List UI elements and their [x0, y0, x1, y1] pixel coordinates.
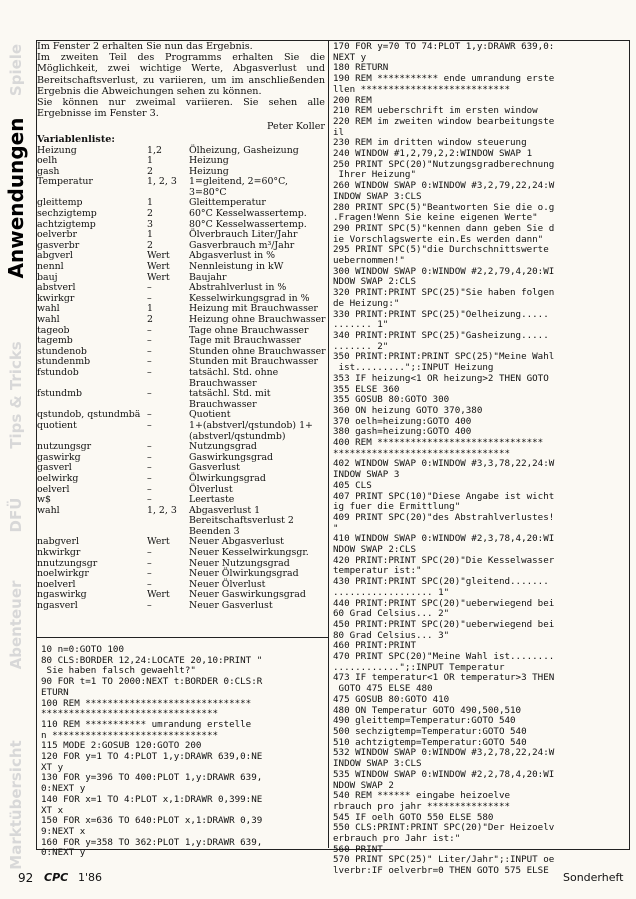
variable-name: oelwirkg	[37, 472, 79, 484]
variable-name: Heizung	[37, 144, 77, 156]
variable-description: Abgasverlust in %	[189, 250, 276, 262]
variable-name: ngasverl	[37, 600, 78, 612]
variable-name: wahl	[37, 504, 60, 516]
variable-value: –	[147, 451, 152, 463]
variable-list-heading: Variablenliste:	[37, 134, 115, 145]
variable-row	[37, 357, 327, 368]
variable-name: nennl	[37, 261, 64, 273]
variable-description: tatsächl. Std. ohne Brauchwasser	[189, 366, 279, 389]
variable-name: noelwirkgr	[37, 568, 89, 580]
intro-paragraph: Im zweiten Teil des Programms erhalten Sie die Möglichkeit, zwei wichtige Werte, Abgasverlust und Bereitschaftsverlust, zu variieren, um im anschließenden Ergebnis die Abweichungen sehen zu können.	[37, 52, 325, 97]
variable-value: 1,2	[147, 144, 162, 156]
variable-value: Wert	[147, 589, 170, 601]
variable-row	[37, 474, 327, 485]
variable-value: –	[147, 578, 152, 590]
section-tab-spiele: Spiele	[7, 43, 25, 97]
basic-listing-left: 10 n=0:GOTO 100 80 CLS:BORDER 12,24:LOCATE 20,10:PRINT " Sie haben falsch gewaehlt?" 90 FOR t=1 TO 2000:NEXT t:BORDER 0:CLS:R ETURN 100 REM ****************************** ******************************** 110 REM *********** umrandung erstelle n ****************************** 115 MODE 2:GOSUB 120:GOTO 200 120 FOR y=1 TO 4:PLOT 1,y:DRAWR 639,0:NE XT y 130 FOR y=396 TO 400:PLOT 1,y:DRAWR 639, 0:NEXT y 140 FOR x=1 TO 4:PLOT x,1:DRAWR 0,399:NE XT x 150 FOR x=636 TO 640:PLOT x,1:DRAWR 0,39 9:NEXT x 160 FOR y=358 TO 362:PLOT 1,y:DRAWR 639, 0:NEXT y	[41, 644, 263, 859]
variable-value: –	[147, 388, 152, 400]
variable-row	[37, 368, 327, 389]
section-sidebar	[0, 0, 32, 899]
variable-name: gleittemp	[37, 197, 83, 209]
intro-paragraph: Sie können nur zweimal variieren. Sie sehen alle Ergebnisse im Fenster 3.	[37, 97, 325, 120]
variable-value: –	[147, 462, 152, 474]
variable-value: 1	[147, 197, 153, 209]
variable-row	[37, 177, 327, 198]
variable-value: –	[147, 366, 152, 378]
section-divider	[36, 637, 328, 638]
variable-value: 3	[147, 218, 153, 230]
variable-name: oelverbr	[37, 229, 77, 241]
variable-row	[37, 495, 327, 506]
variable-value: –	[147, 324, 152, 336]
variable-row	[37, 601, 327, 612]
column-divider	[328, 40, 329, 848]
variable-value: 2	[147, 208, 153, 220]
variable-value: –	[147, 419, 152, 431]
variable-description: Gleittemperatur	[189, 197, 266, 209]
variable-description: Baujahr	[189, 271, 227, 283]
variable-row	[37, 146, 327, 157]
variable-value: –	[147, 494, 152, 506]
variable-value: Wert	[147, 536, 170, 548]
variable-name: Temperatur	[37, 176, 93, 188]
section-tab-marktuebersicht: Marktübersicht	[7, 740, 25, 870]
magazine-logo: CPC	[44, 871, 69, 884]
variable-description: Neuer Nutzungsgrad	[189, 557, 290, 569]
variable-name: qstundob, qstundmbä	[37, 409, 141, 421]
variable-description: Neuer Gaswirkungsgrad	[189, 589, 306, 601]
variable-description: Gaswirkungsgrad	[189, 451, 274, 463]
variable-description: Abgasverlust 1 Bereitschaftsverlust 2 Beenden 3	[189, 504, 294, 537]
variable-description: 1+(abstverl/qstundob) 1+(abstverl/qstundmb)	[189, 419, 313, 442]
variable-description: Tage mit Brauchwasser	[189, 335, 301, 347]
variable-name: sechzigtemp	[37, 208, 97, 220]
variable-list	[37, 134, 327, 612]
variable-name: fstundmb	[37, 388, 83, 400]
variable-value: 1	[147, 155, 153, 167]
variable-name: nkwirkgr	[37, 547, 81, 559]
variable-name: quotient	[37, 419, 77, 431]
variable-description: Gasverbrauch m³/Jahr	[189, 239, 295, 251]
variable-name: wahl	[37, 314, 60, 325]
variable-description: Stunden mit Brauchwasser	[189, 356, 319, 368]
variable-value: –	[147, 600, 152, 612]
variable-name: noelverl	[37, 578, 76, 590]
variable-description: Nennleistung in kW	[189, 261, 284, 273]
variable-description: Gasverlust	[189, 462, 240, 474]
variable-name: tagemb	[37, 335, 73, 347]
variable-description: Heizung	[189, 165, 229, 177]
variable-name: gaswirkg	[37, 451, 81, 463]
variable-row	[37, 590, 327, 601]
variable-row	[37, 569, 327, 580]
variable-name: abgverl	[37, 250, 73, 262]
variable-description: Heizung mit Brauchwasser	[189, 303, 318, 315]
variable-value: –	[147, 483, 152, 495]
variable-value: –	[147, 282, 152, 294]
variable-value: 1, 2, 3	[147, 504, 177, 516]
variable-value: 1	[147, 303, 153, 315]
variable-table	[37, 146, 327, 612]
special-edition-label: Sonderheft	[563, 871, 624, 884]
variable-description: Heizung	[189, 155, 229, 167]
variable-name: gasverl	[37, 462, 72, 474]
section-tab-abenteuer: Abenteuer	[7, 580, 25, 670]
variable-name: tageob	[37, 324, 70, 336]
variable-name: bauj	[37, 271, 58, 283]
variable-value: Wert	[147, 250, 170, 262]
variable-name: nutzungsgr	[37, 441, 92, 453]
variable-description: Ölverbrauch Liter/Jahr	[189, 229, 298, 241]
variable-name: stundenmb	[37, 356, 91, 368]
variable-description: Neuer Kesselwirkungsgr.	[189, 547, 309, 559]
variable-description: Abstrahlverlust in %	[189, 282, 287, 294]
variable-row	[37, 485, 327, 496]
variable-row	[37, 506, 327, 538]
variable-name: oelh	[37, 155, 58, 167]
variable-value: –	[147, 547, 152, 559]
variable-row	[37, 315, 327, 326]
variable-name: nabgverl	[37, 536, 79, 548]
intro-paragraph: Im Fenster 2 erhalten Sie nun das Ergebnis.	[37, 41, 253, 52]
variable-row	[37, 156, 327, 167]
variable-value: –	[147, 441, 152, 453]
section-tab-dfue: DFÜ	[7, 497, 25, 533]
variable-value: Wert	[147, 271, 170, 283]
variable-name: w$	[37, 494, 51, 506]
variable-name: nnutzungsgr	[37, 557, 98, 569]
variable-value: 1	[147, 229, 153, 241]
variable-row	[37, 421, 327, 442]
variable-description: 1=gleitend, 2=60°C, 3=80°C	[189, 176, 288, 198]
variable-row	[37, 453, 327, 464]
variable-description: Neuer Ölwirkungsgrad	[189, 568, 299, 580]
variable-description: 80°C Kesselwassertemp.	[189, 218, 307, 230]
variable-name: abstverl	[37, 282, 76, 294]
page-number: 92	[18, 871, 34, 885]
variable-name: gash	[37, 165, 60, 177]
variable-description: Ölheizung, Gasheizung	[189, 144, 299, 156]
variable-row	[37, 251, 327, 262]
variable-description: Tage ohne Brauchwasser	[189, 324, 309, 336]
variable-name: gasverbr	[37, 239, 80, 251]
variable-description: Quotient	[189, 409, 231, 421]
variable-value: –	[147, 472, 152, 484]
variable-description: Leertaste	[189, 494, 235, 506]
page-footer	[0, 871, 636, 887]
section-tab-anwendungen: Anwendungen	[4, 117, 28, 279]
variable-row	[37, 389, 327, 410]
variable-name: stundenob	[37, 345, 87, 357]
variable-value: –	[147, 568, 152, 580]
variable-name: kwirkgr	[37, 292, 75, 304]
variable-row	[37, 463, 327, 474]
variable-row	[37, 241, 327, 252]
intro-text	[37, 41, 325, 133]
variable-row	[37, 262, 327, 273]
section-tab-tips-tricks: Tips & Tricks	[7, 341, 25, 449]
variable-name: fstundob	[37, 366, 79, 378]
variable-name: oelverl	[37, 483, 70, 495]
variable-name: wahl	[37, 303, 60, 315]
variable-description: Neuer Abgasverlust	[189, 536, 284, 548]
author-name: Peter Koller	[267, 121, 325, 133]
variable-value: 2	[147, 165, 153, 177]
issue-number: 1'86	[78, 871, 103, 884]
basic-listing-right: 170 FOR y=70 TO 74:PLOT 1,y:DRAWR 639,0: NEXT y 180 RETURN 190 REM *********** ende umrandung erste llen *************************** 200 REM 210 REM ueberschrift im ersten window 220 REM im zweiten window bearbeitungste il 230 REM im dritten window steuerung 240 WINDOW #1,2,79,2,2:WINDOW SWAP 1 250 PRINT SPC(20)"Nutzungsgradberechnung Ihrer Heizung" 260 WINDOW SWAP 0:WINDOW #3,2,79,22,24:W INDOW SWAP 3:CLS 280 PRINT SPC(5)"Beantworten Sie die o.g .Fragen!Wenn Sie keine eigenen Werte" 290 PRINT SPC(5)"kennen dann geben Sie d ie Vorschlagswerte ein.Es werden dann" 295 PRINT SPC(5)"die Durchschnittswerte uebernommen!" 300 WINDOW SWAP 0:WINDOW #2,2,79,4,20:WI NDOW SWAP 2:CLS 320 PRINT:PRINT SPC(25)"Sie haben folgen de Heizung:" 330 PRINT:PRINT SPC(25)"Oelheizung..... ....... 1" 340 PRINT:PRINT SPC(25)"Gasheizung..... ....... 2" 350 PRINT:PRINT:PRINT SPC(25)"Meine Wahl ist.........";:INPUT Heizung 353 IF heizung<1 OR heizung>2 THEN GOTO 355 ELSE 360 355 GOSUB 80:GOTO 300 360 ON heizung GOTO 370,380 370 oelh=heizung:GOTO 400 380 gash=heizung:GOTO 400 400 REM ****************************** ******************************** 402 WINDOW SWAP 0:WINDOW #3,3,78,22,24:W INDOW SWAP 3 405 CLS 407 PRINT SPC(10)"Diese Angabe ist wicht ig fuer die Ermittlung" 409 PRINT SPC(20)"des Abstrahlverlustes! " 410 WINDOW SWAP 0:WINDOW #2,3,78,4,20:WI NDOW SWAP 2:CLS 420 PRINT:PRINT SPC(20)"Die Kesselwasser temperatur ist:" 430 PRINT:PRINT SPC(20)"gleitend....... .................. 1" 440 PRINT:PRINT SPC(20)"ueberwiegend bei 60 Grad Celsius... 2" 450 PRINT:PRINT SPC(20)"ueberwiegend bei 80 Grad Celsius... 3" 460 PRINT:PRINT 470 PRINT SPC(20)"Meine Wahl ist........ ............";:INPUT Temperatur 473 IF temperatur<1 OR temperatur>3 THEN GOTO 475 ELSE 480 475 GOSUB 80:GOTO 410 480 ON Temperatur GOTO 490,500,510 490 gleittemp=Temperatur:GOTO 540 500 sechzigtemp=Temperatur:GOTO 540 510 achtzigtemp=Temperatur:GOTO 540 532 WINDOW SWAP 0:WINDOW #3,2,78,22,24:W INDOW SWAP 3:CLS 535 WINDOW SWAP 0:WINDOW #2,2,78,4,20:WI NDOW SWAP 2 540 REM ****** eingabe heizoelve rbrauch pro jahr *************** 545 IF oelh GOTO 550 ELSE 580 550 CLS:PRINT:PRINT SPC(20)"Der Heizoelv erbrauch pro Jahr ist:" 560 PRINT 570 PRINT SPC(25)" Liter/Jahr";:INPUT oe lverbr:IF oelverbr=0 THEN GOTO 575 ELSE	[333, 41, 555, 877]
variable-description: Kesselwirkungsgrad in %	[189, 292, 310, 304]
variable-description: Nutzungsgrad	[189, 441, 257, 453]
variable-description: Neuer Gasverlust	[189, 600, 273, 612]
variable-description: Heizung ohne Brauchwasser	[189, 314, 326, 325]
variable-description: 60°C Kesselwassertemp.	[189, 208, 307, 220]
variable-value: 2	[147, 239, 153, 251]
variable-value: Wert	[147, 261, 170, 273]
variable-description: tatsächl. Std. mit Brauchwasser	[189, 388, 271, 410]
variable-name: ngaswirkg	[37, 589, 87, 601]
variable-value: 2	[147, 314, 153, 325]
variable-description: Neuer Ölverlust	[189, 578, 266, 590]
variable-value: –	[147, 409, 152, 421]
variable-value: 1, 2, 3	[147, 176, 177, 188]
variable-value: –	[147, 356, 152, 368]
variable-description: Stunden ohne Brauchwasser	[189, 345, 326, 357]
variable-value: –	[147, 292, 152, 304]
variable-value: –	[147, 557, 152, 569]
variable-value: –	[147, 335, 152, 347]
variable-value: –	[147, 345, 152, 357]
variable-name: achtzigtemp	[37, 218, 96, 230]
variable-description: Ölwirkungsgrad	[189, 472, 266, 484]
variable-description: Ölverlust	[189, 483, 233, 495]
